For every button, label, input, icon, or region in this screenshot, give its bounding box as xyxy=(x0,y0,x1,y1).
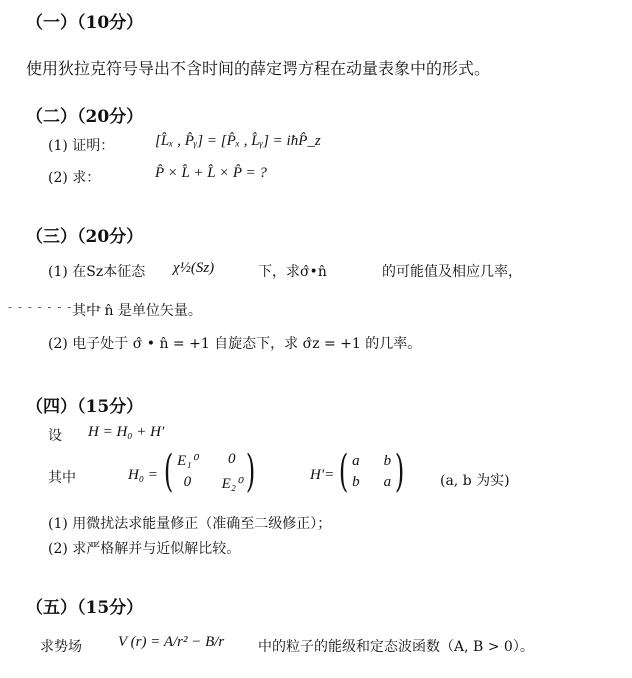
section-4-q1: (1) 用微扰法求能量修正（准确至二级修正）； xyxy=(48,516,332,532)
section-3-q1-a: (1) 在Sz本征态 xyxy=(48,264,146,280)
left-paren: ( xyxy=(163,446,174,497)
hp-cell-11: a xyxy=(352,453,360,469)
scan-dash-artifact: - - - - - - - - - - xyxy=(8,300,102,314)
h0-cell-11: E₁⁰ xyxy=(177,453,198,469)
section-3-q2: (2) 电子处于 σ̂ • n̂ = +1 自旋态下，求 σ̂z = +1 的几率。 xyxy=(48,336,422,352)
hp-cell-12: b xyxy=(383,453,392,469)
section-3-q1-b: 下，求σ̂•n̂ xyxy=(258,264,327,280)
section-5-text: 中的粒子的能级和定态波函数（A, B > 0）。 xyxy=(258,639,534,655)
section-3-heading: （三）（20分） xyxy=(26,227,144,247)
hp-label: H′= xyxy=(310,467,335,483)
section-1-text: 使用狄拉克符号导出不含时间的薛定谔方程在动量表象中的形式。 xyxy=(26,59,491,78)
section-4-condition: (a, b 为实) xyxy=(440,473,510,489)
section-2-q1-label: (1) 证明： xyxy=(48,138,115,154)
section-3-q1-c: 的可能值及相应几率， xyxy=(382,264,522,280)
h0-cell-21: 0 xyxy=(183,474,192,490)
hp-cell-22: a xyxy=(383,474,392,490)
hp-cell-21: b xyxy=(352,474,360,490)
section-4-set-formula: H = H₀ + H′ xyxy=(88,424,165,440)
h0-label: H₀ = xyxy=(128,467,158,483)
left-paren: ( xyxy=(338,446,349,497)
hp-matrix xyxy=(335,446,408,497)
section-4-where-label: 其中 xyxy=(48,470,76,486)
h0-matrix xyxy=(160,446,259,497)
section-5-heading: （五）（15分） xyxy=(26,598,144,618)
h0-cell-12: 0 xyxy=(228,451,236,467)
right-paren: ) xyxy=(245,446,256,497)
section-4-heading: （四）（15分） xyxy=(26,397,144,417)
section-1-heading: （一）（10分） xyxy=(26,13,144,33)
section-3-q1-d: 其中 n̂ 是单位矢量。 xyxy=(72,303,202,319)
section-2-heading: （二）（20分） xyxy=(26,107,144,127)
section-4-q2: (2) 求严格解并与近似解比较。 xyxy=(48,541,241,557)
section-2-q1-formula: [L̂ₓ , P̂ᵧ] = [P̂ₓ , L̂ᵧ] = iħP̂_z xyxy=(155,133,321,149)
section-5-formula: V (r) = A/r² − B/r xyxy=(118,634,225,650)
section-4-set-label: 设 xyxy=(48,428,62,444)
right-paren: ) xyxy=(395,446,405,497)
section-2-q2-label: (2) 求： xyxy=(48,170,101,186)
section-3-q1-state: χ½(Sz) xyxy=(173,260,215,276)
section-5-label: 求势场 xyxy=(40,639,82,655)
h0-cell-22: E₂⁰ xyxy=(221,476,242,492)
section-2-q2-formula: P̂ × L̂ + L̂ × P̂ = ? xyxy=(155,165,267,181)
